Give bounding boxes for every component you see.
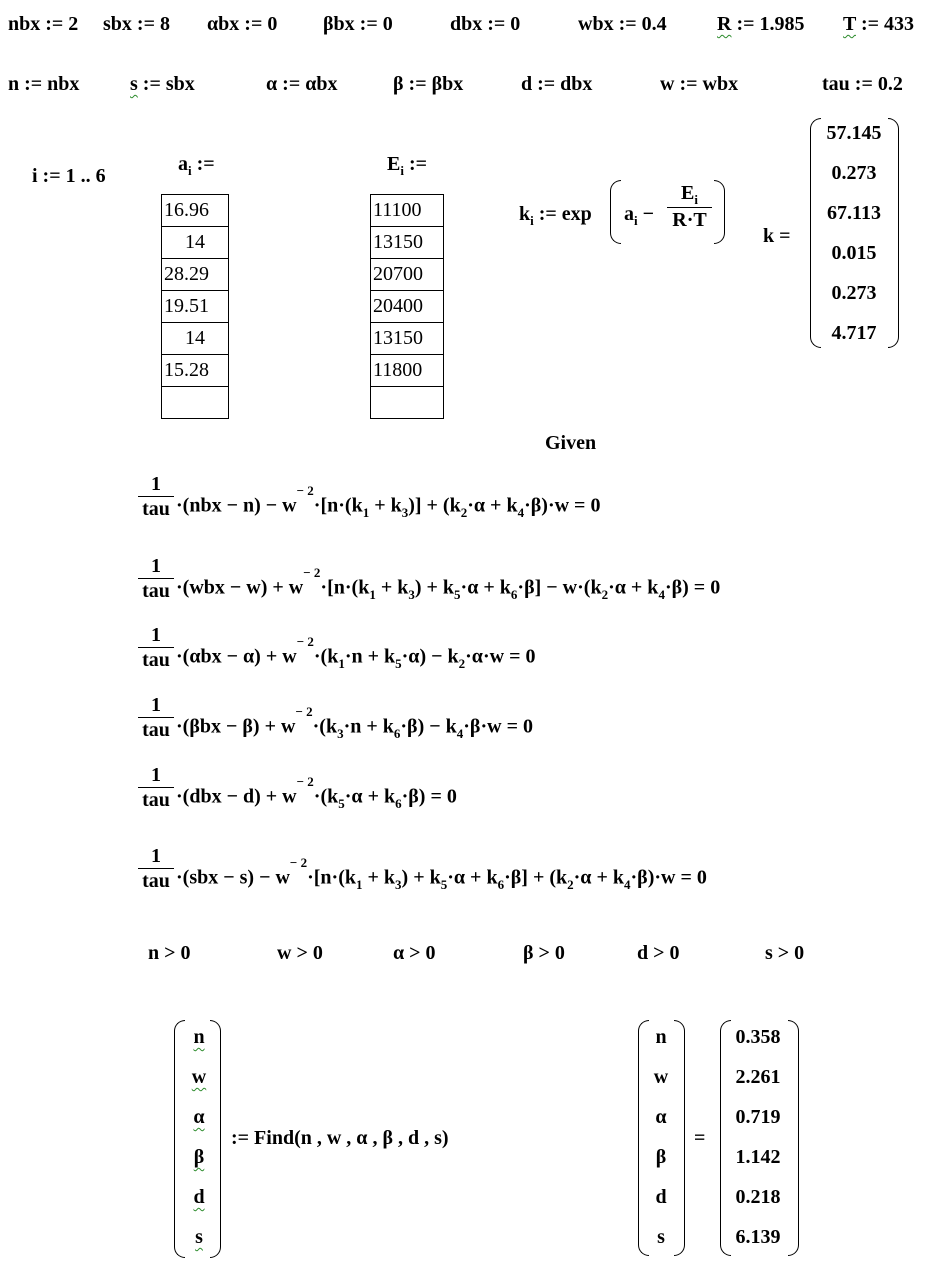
a-assign: := (191, 153, 215, 175)
find-var: s (195, 1226, 203, 1248)
result-variable-vector (646, 1017, 676, 1257)
k-symbol: k (519, 203, 531, 225)
result-var: β (655, 1146, 667, 1168)
equation-6[interactable]: $\cdot(sbx - s) - w^{- 2}\cdot[n\cdot(k_1 + k_3) + k_5\cdot\alpha + k_6\cdot\beta] + (k_2\cdot\alpha + k_4\cdot\beta)\cdot w = 0$ (176, 855, 707, 892)
E-assign: := (403, 153, 428, 175)
result-var: α (655, 1106, 667, 1128)
def-tau[interactable]: tau := 0.2 (822, 73, 903, 95)
def-beta-bx[interactable]: βbx := 0 (323, 13, 393, 35)
fraction-denominator: tau (142, 870, 170, 892)
eq6-fraction (138, 844, 174, 893)
constraint-beta[interactable]: β > 0 (523, 942, 565, 964)
fraction-denominator: tau (142, 580, 170, 602)
constraint-alpha[interactable]: α > 0 (393, 942, 436, 964)
a-cell[interactable]: 14 (162, 323, 229, 355)
E-input-table[interactable] (370, 194, 444, 419)
a-cell[interactable]: 15.28 (162, 355, 229, 387)
result-vars-right-paren (674, 1020, 685, 1256)
given-keyword[interactable]: Given (545, 432, 597, 454)
a-cell[interactable]: 19.51 (162, 291, 229, 323)
a-cell-empty[interactable] (162, 387, 229, 419)
result-var: n (655, 1026, 667, 1048)
def-d[interactable]: d := dbx (521, 73, 593, 95)
eq3-fraction (138, 623, 174, 672)
fraction-numerator: 1 (138, 844, 174, 869)
T-value: := 433 (855, 13, 915, 35)
k-lhs (519, 202, 592, 228)
a-cell[interactable]: 14 (162, 227, 229, 259)
eq4-fraction (138, 693, 174, 742)
k-left-paren (610, 180, 621, 244)
k-result-vector (818, 113, 890, 353)
k-a-term (624, 202, 654, 228)
def-n[interactable]: n := nbx (8, 73, 80, 95)
eq1-fraction (138, 472, 174, 521)
equation-4[interactable]: $\cdot(\beta bx - \beta) + w^{- 2}\cdot(k_3\cdot n + k_6\cdot\beta) - k_4\cdot\beta\cdot w = 0$ (176, 704, 533, 741)
E-cell-empty[interactable] (371, 387, 444, 419)
fraction-denominator: tau (142, 789, 170, 811)
result-var: w (653, 1066, 669, 1088)
result-value-vector (726, 1017, 790, 1257)
k-minus: − (637, 203, 655, 225)
k-value: 4.717 (831, 322, 877, 344)
a-cell[interactable]: 28.29 (162, 259, 229, 291)
k-a-symbol: a (624, 203, 634, 225)
constraint-d[interactable]: d > 0 (637, 942, 680, 964)
E-cell[interactable]: 20700 (371, 259, 444, 291)
def-s[interactable] (130, 72, 195, 96)
equation-5[interactable]: $\cdot(dbx - d) + w^{- 2}\cdot(k_5\cdot\alpha + k_6\cdot\beta) = 0$ (176, 774, 457, 811)
def-alpha-bx[interactable]: αbx := 0 (207, 13, 278, 35)
s-symbol: s (130, 73, 138, 95)
k-a-subscript: i (634, 213, 638, 228)
find-right-paren (210, 1020, 221, 1258)
fraction-numerator: 1 (138, 763, 174, 788)
fraction-numerator: 1 (138, 554, 174, 579)
range-i[interactable]: i := 1 .. 6 (32, 165, 106, 187)
def-wbx[interactable]: wbx := 0.4 (578, 13, 667, 35)
result-value: 1.142 (735, 1146, 781, 1168)
eq5-fraction (138, 763, 174, 812)
find-var: w (191, 1066, 207, 1088)
k-E-subscript: i (694, 192, 698, 207)
find-var: α (193, 1106, 205, 1128)
E-label (387, 152, 427, 178)
a-subscript: i (188, 163, 192, 178)
find-var: d (193, 1186, 205, 1208)
def-dbx[interactable]: dbx := 0 (450, 13, 521, 35)
fraction-denominator: tau (142, 649, 170, 671)
result-value: 0.358 (735, 1026, 781, 1048)
E-cell[interactable]: 20400 (371, 291, 444, 323)
k-result-label: k = (763, 225, 791, 247)
E-subscript: i (400, 163, 404, 178)
constraint-s[interactable]: s > 0 (765, 942, 805, 964)
result-value: 2.261 (735, 1066, 781, 1088)
k-right-paren (714, 180, 725, 244)
a-cell[interactable]: 16.96 (162, 195, 229, 227)
E-cell[interactable]: 11100 (371, 195, 444, 227)
result-values-right-paren (788, 1020, 799, 1256)
result-value: 6.139 (735, 1226, 781, 1248)
s-value: := sbx (137, 73, 195, 95)
k-value: 57.145 (826, 122, 882, 144)
def-sbx[interactable]: sbx := 8 (103, 13, 170, 35)
E-cell[interactable]: 11800 (371, 355, 444, 387)
k-value: 67.113 (827, 202, 881, 224)
a-input-table[interactable] (161, 194, 229, 419)
def-R[interactable] (717, 12, 805, 36)
def-alpha[interactable]: α := αbx (266, 73, 338, 95)
k-value: 0.015 (831, 242, 877, 264)
a-symbol: a (178, 153, 188, 175)
find-var: n (193, 1026, 205, 1048)
k-vector-right-paren (888, 118, 899, 348)
k-value: 0.273 (831, 282, 877, 304)
E-cell[interactable]: 13150 (371, 227, 444, 259)
k-E-symbol: E (681, 182, 695, 204)
equation-3[interactable]: $\cdot(\alpha bx - \alpha) + w^{- 2}\cdot(k_1\cdot n + k_5\cdot\alpha) - k_2\cdot\alpha\cdot w = 0$ (176, 634, 536, 671)
fraction-numerator: 1 (138, 623, 174, 648)
T-symbol: T (843, 13, 856, 35)
E-symbol: E (387, 153, 401, 175)
constraint-n[interactable]: n > 0 (148, 942, 191, 964)
result-value: 0.719 (735, 1106, 781, 1128)
a-label (178, 152, 215, 178)
k-subscript: i (530, 213, 534, 228)
result-var: s (657, 1226, 665, 1248)
find-call: := Find(n , w , α , β , d , s) (231, 1127, 449, 1149)
k-value: 0.273 (831, 162, 877, 184)
R-value: := 1.985 (731, 13, 805, 35)
find-var: β (193, 1146, 205, 1168)
k-exp-op: := exp (533, 203, 592, 225)
fraction-denominator: tau (142, 719, 170, 741)
result-equals: = (694, 1127, 706, 1149)
constraint-w[interactable]: w > 0 (277, 942, 323, 964)
k-fraction-denominator: R·T (672, 209, 707, 231)
equation-2[interactable]: $\cdot(wbx - w) + w^{- 2}\cdot[n\cdot(k_1 + k_3) + k_5\cdot\alpha + k_6\cdot\beta] - w\cdot(k_2\cdot\alpha + k_4\cdot\beta) = 0$ (176, 565, 721, 602)
result-var: d (655, 1186, 667, 1208)
k-fraction-numerator (667, 181, 712, 208)
E-cell[interactable]: 13150 (371, 323, 444, 355)
fraction-denominator: tau (142, 498, 170, 520)
eq2-fraction (138, 554, 174, 603)
def-nbx[interactable]: nbx := 2 (8, 13, 79, 35)
result-value: 0.218 (735, 1186, 781, 1208)
k-fraction (667, 181, 712, 232)
equation-1[interactable]: $\cdot(nbx - n) - w^{- 2}\cdot[n\cdot(k_1 + k_3)] + (k_2\cdot\alpha + k_4\cdot\beta)\cdot w = 0$ (176, 483, 601, 520)
def-w[interactable]: w := wbx (660, 73, 739, 95)
fraction-numerator: 1 (138, 472, 174, 497)
R-symbol: R (717, 13, 732, 35)
def-beta[interactable]: β := βbx (393, 73, 464, 95)
def-T[interactable] (843, 12, 914, 36)
fraction-numerator: 1 (138, 693, 174, 718)
